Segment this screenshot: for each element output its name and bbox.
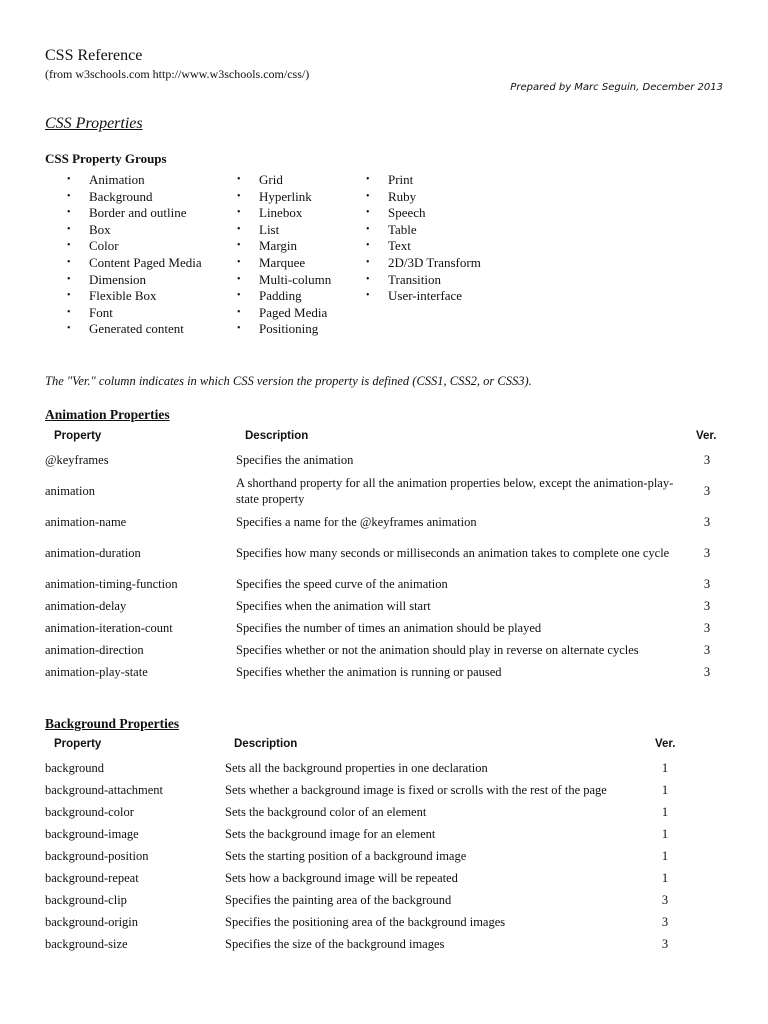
description-cell: Specifies the number of times an animation should be played <box>236 621 542 635</box>
version-cell: 1 <box>661 783 669 797</box>
version-cell: 3 <box>703 665 711 679</box>
group-list-item: • Print <box>366 172 481 189</box>
group-list-item: • Font <box>67 305 202 322</box>
groups-title: CSS Property Groups <box>45 151 167 166</box>
groups-column-2 <box>237 172 331 338</box>
version-cell: 1 <box>661 849 669 863</box>
description-cell: Specifies the speed curve of the animation <box>236 577 448 591</box>
property-cell: background-image <box>45 827 139 841</box>
property-cell: background-color <box>45 805 134 819</box>
group-list-item: • Box <box>67 222 202 239</box>
group-list-item: • Border and outline <box>67 205 202 222</box>
version-cell: 3 <box>703 484 711 498</box>
group-list-item: • Background <box>67 189 202 206</box>
background-header-version: Ver. <box>655 738 676 750</box>
property-cell: background-clip <box>45 893 127 907</box>
property-cell: background-attachment <box>45 783 164 797</box>
group-list-item: • Hyperlink <box>237 189 331 206</box>
background-header-property: Property <box>54 738 102 750</box>
description-cell: A shorthand property for all the animation properties below, except the animation-play-state property <box>236 476 674 506</box>
animation-header-description: Description <box>245 430 309 442</box>
property-cell: animation-name <box>45 515 127 529</box>
group-list-item: • Text <box>366 238 481 255</box>
groups-column-3 <box>366 172 481 305</box>
group-list-item: • Dimension <box>67 272 202 289</box>
description-cell: Specifies the animation <box>236 453 354 467</box>
table-row <box>0 911 768 933</box>
table-row <box>0 889 768 911</box>
group-list-item: • Positioning <box>237 321 331 338</box>
property-cell: background-size <box>45 937 128 951</box>
description-cell: Sets the background image for an element <box>225 827 436 841</box>
table-row <box>0 595 768 617</box>
group-list-item: • Flexible Box <box>67 288 202 305</box>
description-cell: Sets the starting position of a background image <box>225 849 467 863</box>
group-list-item: • Margin <box>237 238 331 255</box>
description-cell: Sets how a background image will be repeated <box>225 871 458 885</box>
section-title: CSS Properties <box>45 115 143 132</box>
version-cell: 3 <box>703 599 711 613</box>
table-row <box>0 639 768 661</box>
group-list-item: • Color <box>67 238 202 255</box>
groups-column-1 <box>67 172 202 338</box>
table-row <box>0 573 768 595</box>
property-cell: animation-iteration-count <box>45 621 173 635</box>
property-cell: background-position <box>45 849 149 863</box>
version-cell: 3 <box>703 453 711 467</box>
group-list-item: • Table <box>366 222 481 239</box>
background-table-title: Background Properties <box>45 716 180 731</box>
property-cell: background-repeat <box>45 871 139 885</box>
group-list-item: • Animation <box>67 172 202 189</box>
property-cell: animation-timing-function <box>45 577 178 591</box>
table-row <box>0 757 768 779</box>
table-row <box>0 449 768 471</box>
version-cell: 3 <box>703 577 711 591</box>
version-cell: 3 <box>703 546 711 560</box>
group-list-item: • Content Paged Media <box>67 255 202 272</box>
group-list-item: • Grid <box>237 172 331 189</box>
group-list-item: • Transition <box>366 272 481 289</box>
version-cell: 1 <box>661 871 669 885</box>
property-cell: @keyframes <box>45 453 109 467</box>
document-source: (from w3schools.com http://www.w3schools.com/css/) <box>45 67 310 81</box>
table-row <box>0 867 768 889</box>
property-cell: animation-direction <box>45 643 144 657</box>
group-list-item: • Marquee <box>237 255 331 272</box>
document-title: CSS Reference <box>45 47 143 64</box>
version-cell: 1 <box>661 827 669 841</box>
group-list-item: • Paged Media <box>237 305 331 322</box>
table-row <box>0 511 768 533</box>
version-cell: 3 <box>661 915 669 929</box>
group-list-item: • Multi-column <box>237 272 331 289</box>
animation-header-property: Property <box>54 430 102 442</box>
table-row <box>0 533 768 573</box>
table-row <box>0 779 768 801</box>
description-cell: Sets all the background properties in one declaration <box>225 761 488 775</box>
table-row <box>0 617 768 639</box>
description-cell: Specifies how many seconds or milliseconds an animation takes to complete one cycle <box>236 546 670 560</box>
group-list-item: • Generated content <box>67 321 202 338</box>
prepared-by: Prepared by Marc Seguin, December 2013 <box>510 82 723 93</box>
description-cell: Specifies the painting area of the background <box>225 893 452 907</box>
description-cell: Specifies the positioning area of the background images <box>225 915 506 929</box>
group-list-item: • 2D/3D Transform <box>366 255 481 272</box>
table-row <box>0 845 768 867</box>
table-row <box>0 933 768 955</box>
group-list-item: • List <box>237 222 331 239</box>
group-list-item: • Speech <box>366 205 481 222</box>
group-list-item: • Padding <box>237 288 331 305</box>
description-cell: Specifies whether or not the animation should play in reverse on alternate cycles <box>236 643 639 657</box>
property-cell: animation <box>45 484 95 498</box>
group-list-item: • Linebox <box>237 205 331 222</box>
group-list-item: • User-interface <box>366 288 481 305</box>
version-cell: 3 <box>661 937 669 951</box>
version-cell: 3 <box>661 893 669 907</box>
property-cell: animation-delay <box>45 599 127 613</box>
version-note: The "Ver." column indicates in which CSS version the property is defined (CSS1, CSS2, or CSS3). <box>45 374 532 388</box>
description-cell: Specifies the size of the background images <box>225 937 445 951</box>
property-cell: background-origin <box>45 915 139 929</box>
animation-header-version: Ver. <box>696 430 717 442</box>
group-list-item: • Ruby <box>366 189 481 206</box>
table-row <box>0 471 768 511</box>
description-cell: Specifies a name for the @keyframes animation <box>236 515 477 529</box>
description-cell: Specifies when the animation will start <box>236 599 431 613</box>
table-row <box>0 801 768 823</box>
description-cell: Specifies whether the animation is running or paused <box>236 665 502 679</box>
table-row <box>0 661 768 683</box>
table-row <box>0 823 768 845</box>
property-cell: animation-play-state <box>45 665 148 679</box>
background-header-description: Description <box>234 738 298 750</box>
version-cell: 3 <box>703 515 711 529</box>
version-cell: 1 <box>661 761 669 775</box>
property-cell: animation-duration <box>45 546 141 560</box>
description-cell: Sets the background color of an element <box>225 805 427 819</box>
version-cell: 3 <box>703 621 711 635</box>
animation-table-title: Animation Properties <box>45 407 170 422</box>
version-cell: 3 <box>703 643 711 657</box>
property-cell: background <box>45 761 105 775</box>
version-cell: 1 <box>661 805 669 819</box>
description-cell: Sets whether a background image is fixed or scrolls with the rest of the page <box>225 783 607 797</box>
